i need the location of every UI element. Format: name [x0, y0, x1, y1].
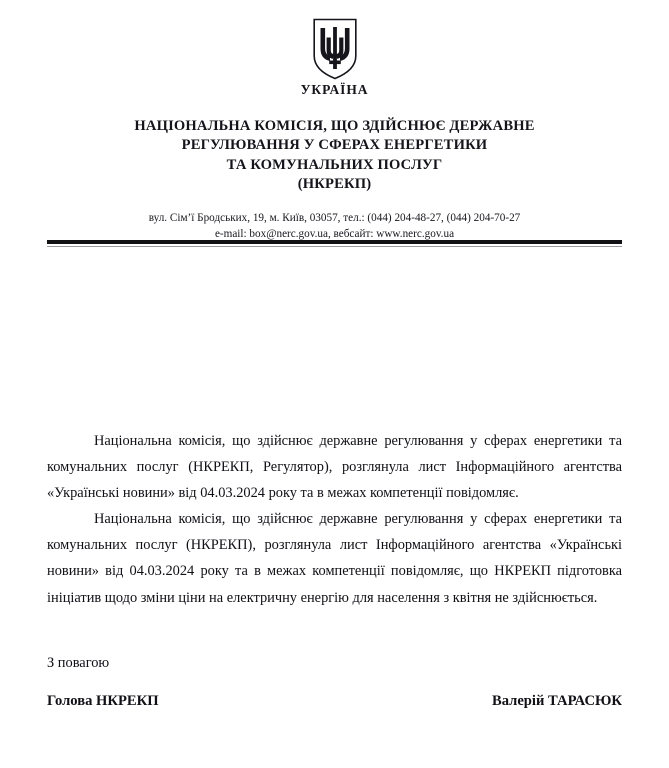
letterhead-contact-details — [55, 211, 614, 242]
letterhead-divider-thin — [47, 246, 622, 247]
letterhead-divider-thick — [47, 240, 622, 244]
signatory-name: Валерій ТАРАСЮК — [491, 693, 622, 709]
letterhead-title — [55, 117, 614, 194]
letterhead-title-abbreviation: (НКРЕКП) — [297, 175, 372, 192]
contact-email-website-line: e-mail: box@nerc.gov.ua, вебсайт: www.nerc.gov.ua — [214, 227, 455, 240]
letter-body — [47, 428, 622, 611]
letterhead-title-line-1: НАЦІОНАЛЬНА КОМІСІЯ, ЩО ЗДІЙСНЮЄ ДЕРЖАВНЕ — [134, 118, 535, 134]
signatory-title: Голова НКРЕКП — [47, 693, 159, 709]
ukraine-coat-of-arms-tryzub-icon — [312, 18, 358, 80]
letterhead-emblem — [0, 18, 669, 98]
signature-block — [47, 693, 622, 710]
letterhead-title-line-3: ТА КОМУНАЛЬНИХ ПОСЛУГ — [226, 156, 443, 173]
contact-address-line: вул. Сім’ї Бродських, 19, м. Київ, 03057, тел.: (044) 204-48-27, (044) 204-70-27 — [148, 212, 521, 224]
body-paragraph-1: Національна комісія, що здійснює державне регулювання у сферах енергетики та комунальних послуг (НКРЕКП, Регулятор), розглянула лист Інформаційного агентства «Українські новини» від 04.03.2024 року та в межах компетенції повідомляє. — [47, 433, 622, 502]
body-paragraph-2: Національна комісія, що здійснює державне регулювання у сферах енергетики та комунальних послуг (НКРЕКП), розглянула лист Інформаційного агентства «Українські новини» від 04.03.2024 року та в межах компетенції повідомляє, що НКРЕКП підготовка ініціатив щодо зміни ціни на електричну енергію для населення з квітня не здійснюється. — [47, 511, 622, 606]
emblem-caption: УКРАЇНА — [300, 82, 369, 97]
closing-salutation: З повагою — [47, 655, 110, 671]
letterhead-title-line-2: РЕГУЛЮВАННЯ У СФЕРАХ ЕНЕРГЕТИКИ — [181, 137, 488, 154]
